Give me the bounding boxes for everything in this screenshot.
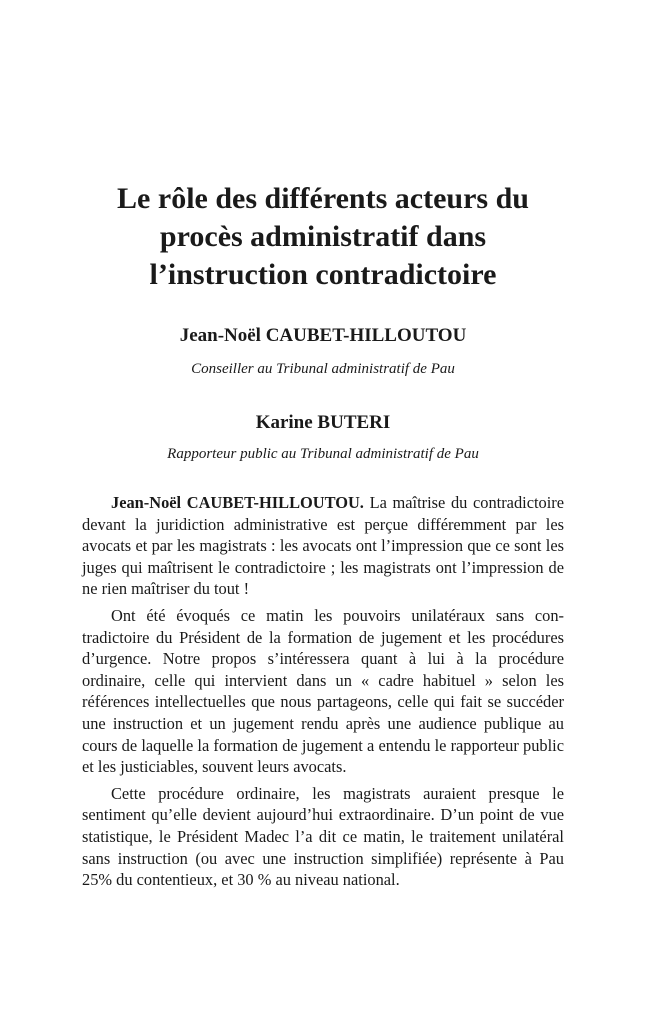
title-line: l’instruction contradictoire [149, 258, 497, 291]
paragraph [82, 605, 564, 778]
title-line: procès administratif dans [159, 220, 487, 253]
author-name: Karine BUTERI [255, 412, 391, 433]
paragraph-text: Ont été évoqués ce matin les pouvoirs unilatéraux sans contradictoire du Président de la formation de jugement et les procédures d’urgence. Notre propos s’intéressera quant à lui à la procédure ordinaire, celle qui intervient dans un « cadre habituel » selon les références intellectuelles que nous partageons, celle qui fait se succéder une instruction et un jugement rendu après une audience publique au cours de laquelle la formation de jugement a entendu le rapporteur public et les justiciables, souvent leurs avocats. [82, 605, 564, 777]
author-name: Jean-Noël CAUBET-HILLOUTOU [179, 325, 467, 346]
paragraph [82, 492, 564, 600]
speaker-name: Jean-Noël CAUBET-HILLOUTOU. [111, 493, 364, 512]
paragraph-text: La maîtrise du contradictoire devant la juridiction administrative est perçue différemment par les avocats et par les magistrats : les avocats ont l’impression que ce sont les juges qui maîtrisent le contradictoire ; les magistrats ont l’impression de ne rien maîtriser du tout ! [82, 493, 565, 599]
article-body [82, 492, 564, 896]
paragraph-text: Cette procédure ordinaire, les magistrats auraient presque le sentiment qu’elle devient aujourd’hui extraordinaire. D’un point de vue statistique, le Président Madec l’a dit ce matin, le traitement unilatéral sans instruction (ou avec une instruction simplifiée) représente à Pau 25% du contentieux, et 30 % au niveau national. [82, 783, 564, 890]
author-affiliation: Conseiller au Tribunal administratif de Pau [191, 361, 455, 377]
title-line: Le rôle des différents acteurs du [117, 182, 529, 215]
paragraph [82, 783, 564, 891]
article-title [82, 180, 564, 294]
author-affiliation: Rapporteur public au Tribunal administratif de Pau [167, 446, 479, 462]
